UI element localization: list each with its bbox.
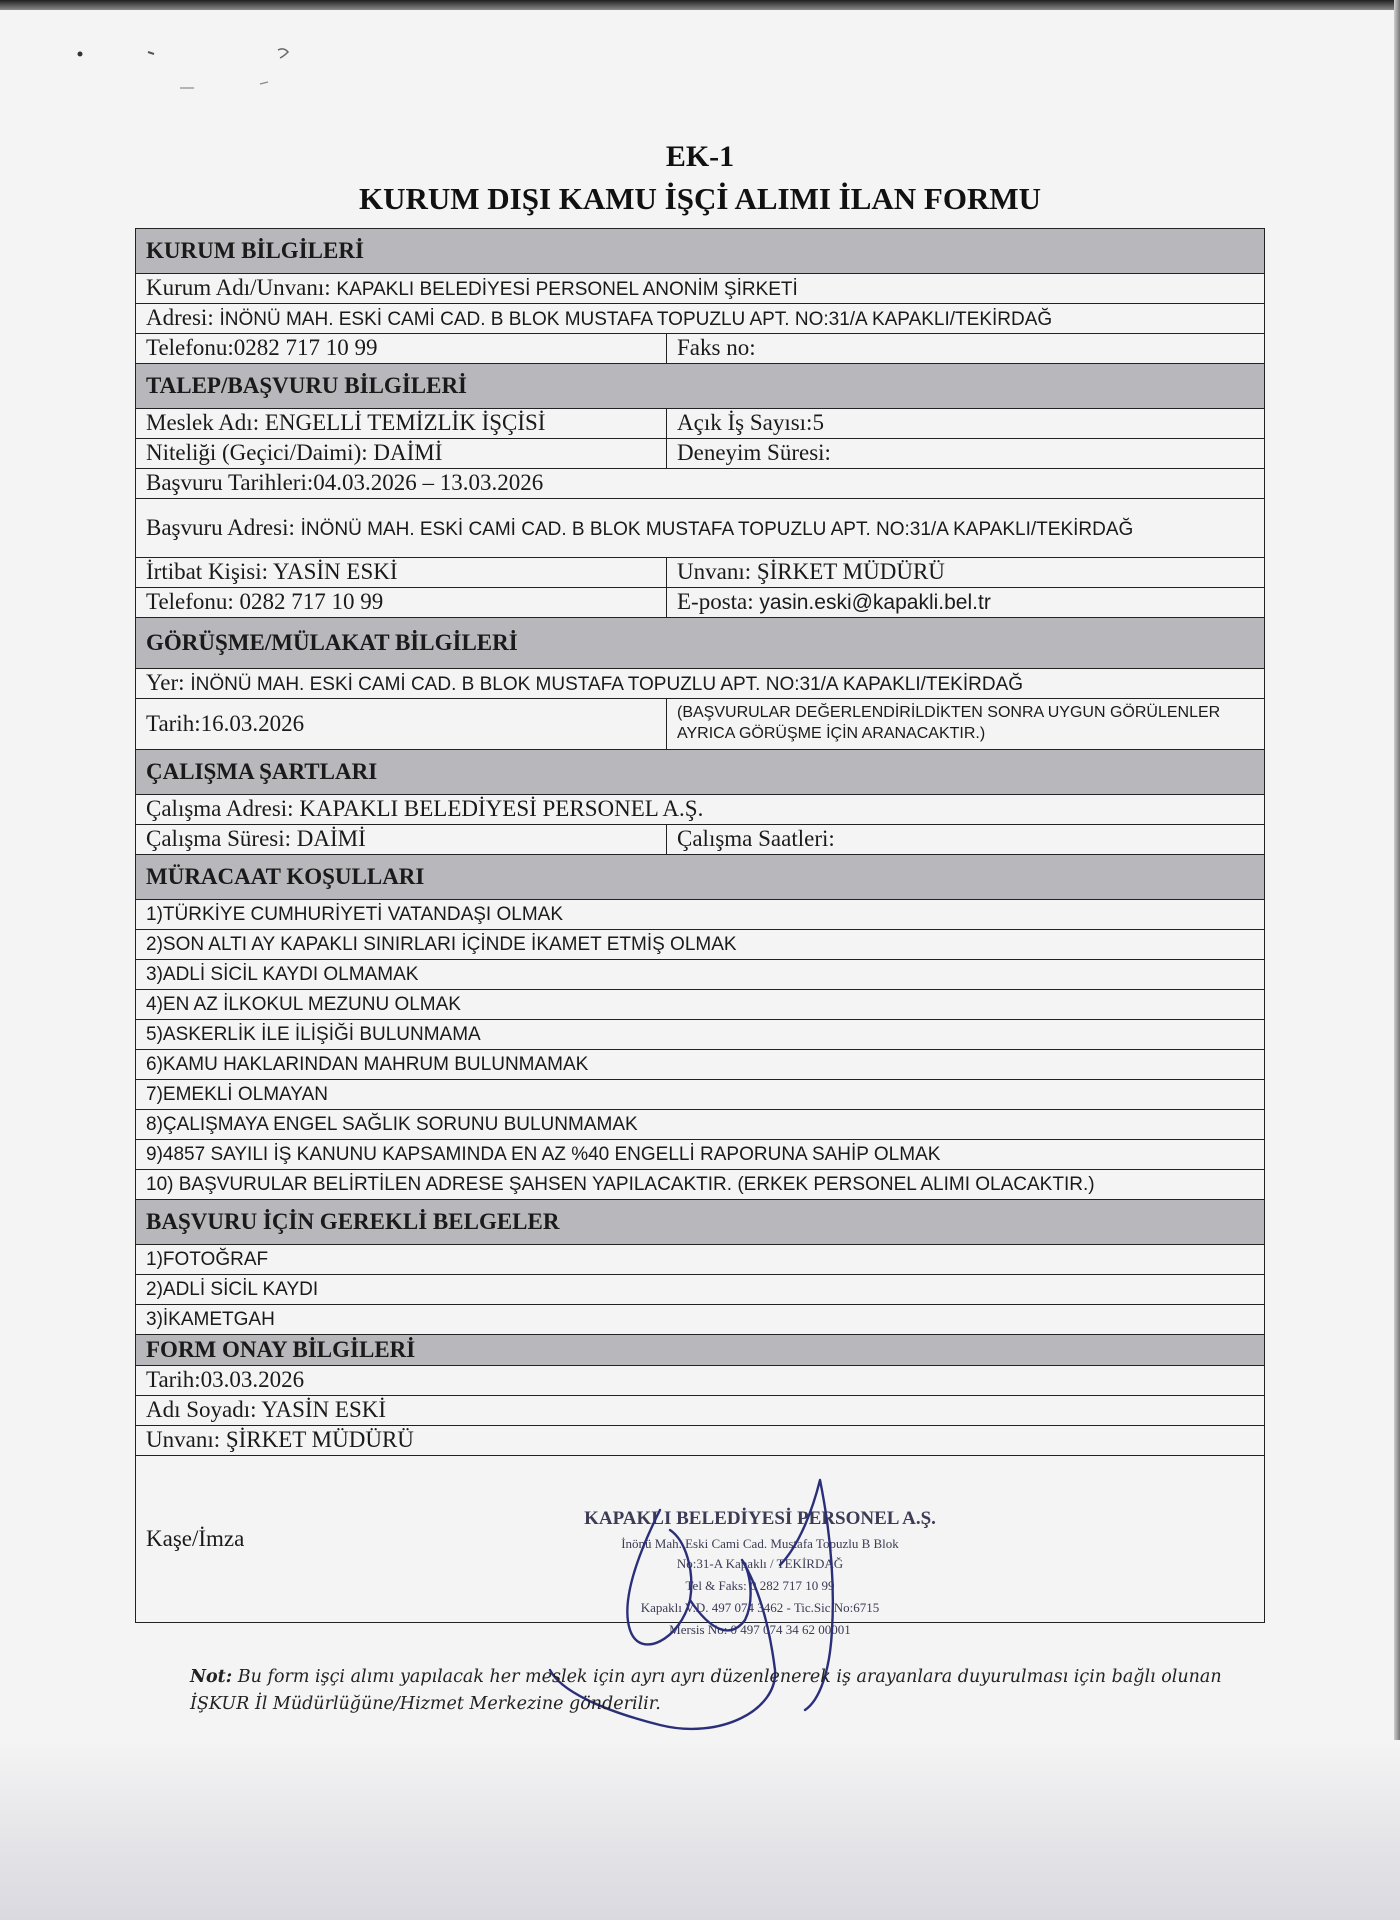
contact-title: Unvanı: ŞİRKET MÜDÜRÜ xyxy=(667,558,1265,588)
form-row xyxy=(136,499,1265,558)
application-address-label: Başvuru Adresi: xyxy=(146,515,295,541)
talep-section-title: TALEP/BAŞVURU BİLGİLERİ xyxy=(136,364,1265,409)
document-2: 2)ADLİ SİCİL KAYDI xyxy=(136,1275,1265,1305)
application-dates: Başvuru Tarihleri:04.03.2026 – 13.03.2026 xyxy=(136,469,1265,499)
interview-date: Tarih:16.03.2026 xyxy=(136,699,667,750)
scan-bottom-shade xyxy=(0,1740,1400,1920)
interview-location-label: Yer: xyxy=(146,670,185,696)
scan-specks xyxy=(60,40,320,100)
open-positions: Açık İş Sayısı:5 xyxy=(667,409,1265,439)
condition-7: 7)EMEKLİ OLMAYAN xyxy=(136,1080,1265,1110)
stamp-phone-line: Tel & Faks: 0 282 717 10 99 xyxy=(685,1578,835,1593)
announcement-form-table xyxy=(135,228,1265,1623)
scan-top-edge xyxy=(0,0,1400,10)
section-header-row xyxy=(136,364,1265,409)
work-duration: Çalışma Süresi: DAİMİ xyxy=(136,825,667,855)
list-item xyxy=(136,1080,1265,1110)
contact-email-value: yasin.eski@kapakli.bel.tr xyxy=(759,591,991,615)
interview-location-cell xyxy=(136,669,1265,699)
calisma-section-title: ÇALIŞMA ŞARTLARI xyxy=(136,750,1265,795)
form-row xyxy=(136,469,1265,499)
stamp-mersis-line: Mersis No: 0 497 074 34 62 00001 xyxy=(669,1622,851,1637)
form-row xyxy=(136,439,1265,469)
institution-address-cell xyxy=(136,304,1265,334)
condition-4: 4)EN AZ İLKOKUL MEZUNU OLMAK xyxy=(136,990,1265,1020)
institution-name-cell xyxy=(136,274,1265,304)
list-item xyxy=(136,990,1265,1020)
scan-right-edge xyxy=(1394,0,1400,1920)
condition-5: 5)ASKERLİK İLE İLİŞİĞİ BULUNMAMA xyxy=(136,1020,1265,1050)
section-header-row xyxy=(136,618,1265,669)
list-item xyxy=(136,1170,1265,1200)
condition-6: 6)KAMU HAKLARINDAN MAHRUM BULUNMAMAK xyxy=(136,1050,1265,1080)
form-row xyxy=(136,669,1265,699)
form-row xyxy=(136,304,1265,334)
contact-phone: Telefonu: 0282 717 10 99 xyxy=(136,588,667,618)
stamp-address-line: İnönü Mah. Eski Cami Cad. Mustafa Topuzlu B Blok xyxy=(621,1536,899,1551)
form-row xyxy=(136,795,1265,825)
form-row xyxy=(136,825,1265,855)
list-item xyxy=(136,1020,1265,1050)
note-text: Bu form işçi alımı yapılacak her meslek için ayrı ayrı düzenlenerek iş arayanlara duyurulması için bağlı olunan İŞKUR İl Müdürlüğüne/Hizmet Merkezine gönderilir. xyxy=(190,1667,1222,1715)
list-item xyxy=(136,1275,1265,1305)
list-item xyxy=(136,1140,1265,1170)
muracaat-section-title: MÜRACAAT KOŞULLARI xyxy=(136,855,1265,900)
contact-person: İrtibat Kişisi: YASİN ESKİ xyxy=(136,558,667,588)
contact-email-label: E-posta: xyxy=(677,589,754,615)
list-item xyxy=(136,1110,1265,1140)
belgeler-section-title: BAŞVURU İÇİN GEREKLİ BELGELER xyxy=(136,1200,1265,1245)
condition-3: 3)ADLİ SİCİL KAYDI OLMAMAK xyxy=(136,960,1265,990)
form-row xyxy=(136,588,1265,618)
institution-name-label: Kurum Adı/Unvanı: xyxy=(146,275,331,301)
kurum-section-title: KURUM BİLGİLERİ xyxy=(136,229,1265,274)
form-row xyxy=(136,1366,1265,1396)
condition-1: 1)TÜRKİYE CUMHURİYETİ VATANDAŞI OLMAK xyxy=(136,900,1265,930)
approval-name: Adı Soyadı: YASİN ESKİ xyxy=(136,1396,1265,1426)
list-item xyxy=(136,900,1265,930)
work-hours: Çalışma Saatleri: xyxy=(667,825,1265,855)
interview-location-value: İNÖNÜ MAH. ESKİ CAMİ CAD. B BLOK MUSTAFA TOPUZLU APT. NO:31/A KAPAKLI/TEKİRDAĞ xyxy=(190,674,1024,696)
institution-name-value: KAPAKLI BELEDİYESİ PERSONEL ANONİM ŞİRKETİ xyxy=(336,279,798,301)
form-row xyxy=(136,334,1265,364)
profession-name: Meslek Adı: ENGELLİ TEMİZLİK İŞÇİSİ xyxy=(136,409,667,439)
stamp-signature-label: Kaşe/İmza xyxy=(136,1456,1265,1623)
section-header-row xyxy=(136,1335,1265,1366)
approval-title: Unvanı: ŞİRKET MÜDÜRÜ xyxy=(136,1426,1265,1456)
list-item xyxy=(136,960,1265,990)
company-stamp xyxy=(560,1508,960,1658)
institution-address-label: Adresi: xyxy=(146,305,214,331)
application-address-cell xyxy=(136,499,1265,558)
form-row xyxy=(136,409,1265,439)
section-header-row xyxy=(136,750,1265,795)
form-row xyxy=(136,699,1265,750)
footer-note xyxy=(190,1664,1250,1718)
institution-address-value: İNÖNÜ MAH. ESKİ CAMİ CAD. B BLOK MUSTAFA TOPUZLU APT. NO:31/A KAPAKLI/TEKİRDAĞ xyxy=(219,309,1053,331)
section-header-row xyxy=(136,1200,1265,1245)
condition-9: 9)4857 SAYILI İŞ KANUNU KAPSAMINDA EN AZ %40 ENGELLİ RAPORUNA SAHİP OLMAK xyxy=(136,1140,1265,1170)
position-type: Niteliği (Geçici/Daimi): DAİMİ xyxy=(136,439,667,469)
stamp-city-line: No:31-A Kapaklı / TEKİRDAĞ xyxy=(676,1556,844,1571)
condition-10: 10) BAŞVURULAR BELİRTİLEN ADRESE ŞAHSEN YAPILACAKTIR. (ERKEK PERSONEL ALIMI OLACAKTIR.) xyxy=(136,1170,1265,1200)
form-row xyxy=(136,1426,1265,1456)
approval-date: Tarih:03.03.2026 xyxy=(136,1366,1265,1396)
interview-note: (BAŞVURULAR DEĞERLENDİRİLDİKTEN SONRA UYGUN GÖRÜLENLER AYRICA GÖRÜŞME İÇİN ARANACAKTIR.) xyxy=(667,699,1265,750)
onay-section-title: FORM ONAY BİLGİLERİ xyxy=(136,1335,1265,1366)
document-1: 1)FOTOĞRAF xyxy=(136,1245,1265,1275)
list-item xyxy=(136,930,1265,960)
application-address-value: İNÖNÜ MAH. ESKİ CAMİ CAD. B BLOK MUSTAFA TOPUZLU APT. NO:31/A KAPAKLI/TEKİRDAĞ xyxy=(300,519,1134,541)
list-item xyxy=(136,1305,1265,1335)
stamp-company-name: KAPAKLI BELEDİYESİ PERSONEL A.Ş. xyxy=(584,1508,936,1529)
gorusme-section-title: GÖRÜŞME/MÜLAKAT BİLGİLERİ xyxy=(136,618,1265,669)
contact-email-cell xyxy=(667,588,1265,618)
section-header-row xyxy=(136,855,1265,900)
condition-8: 8)ÇALIŞMAYA ENGEL SAĞLIK SORUNU BULUNMAMAK xyxy=(136,1110,1265,1140)
form-row xyxy=(136,558,1265,588)
form-code: EK-1 xyxy=(665,140,735,173)
section-header-row xyxy=(136,229,1265,274)
stamp-tax-line: Kapaklı V.D. 497 074 3462 - Tic.Sic.No:6715 xyxy=(640,1600,880,1615)
note-label: Not: xyxy=(190,1667,233,1687)
condition-2: 2)SON ALTI AY KAPAKLI SINIRLARI İÇİNDE İKAMET ETMİŞ OLMAK xyxy=(136,930,1265,960)
form-row xyxy=(136,274,1265,304)
institution-phone: Telefonu:0282 717 10 99 xyxy=(136,334,667,364)
experience-duration: Deneyim Süresi: xyxy=(667,439,1265,469)
form-row xyxy=(136,1396,1265,1426)
document-3: 3)İKAMETGAH xyxy=(136,1305,1265,1335)
list-item xyxy=(136,1050,1265,1080)
institution-fax: Faks no: xyxy=(667,334,1265,364)
work-address: Çalışma Adresi: KAPAKLI BELEDİYESİ PERSONEL A.Ş. xyxy=(136,795,1265,825)
form-title: KURUM DIŞI KAMU İŞÇİ ALIMI İLAN FORMU xyxy=(358,181,1042,216)
list-item xyxy=(136,1245,1265,1275)
